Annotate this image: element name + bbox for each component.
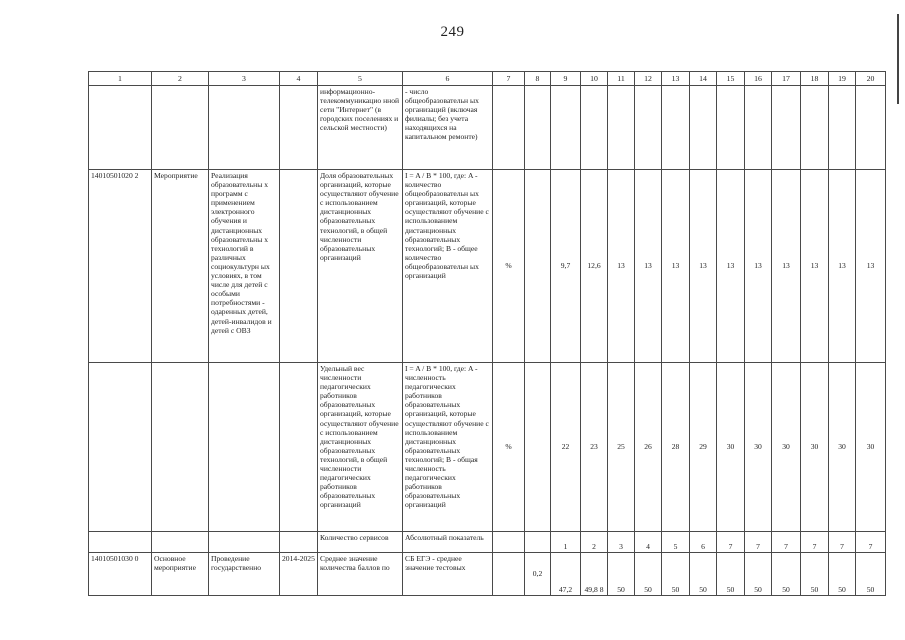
cell-base <box>525 532 551 553</box>
cell-code <box>89 532 152 553</box>
cell-year-value: 1 <box>551 532 581 553</box>
cell-year-value: 30 <box>856 363 886 532</box>
table-row <box>89 553 886 596</box>
table-row <box>89 170 886 363</box>
column-number-8: 8 <box>525 72 551 86</box>
column-number-16: 16 <box>745 72 772 86</box>
cell-unit <box>493 86 525 170</box>
cell-period <box>280 86 318 170</box>
cell-name <box>209 86 280 170</box>
cell-name: Реализация образовательны х программ с применением электронного обучения и дистанционных образовательны х технологий в различных социокультурн ых условиях, в том числе для детей с особыми потребностями - одаренных детей, детей-инвалидов и детей с ОВЗ <box>209 170 280 363</box>
cell-year-value: 50 <box>717 553 745 596</box>
cell-period <box>280 363 318 532</box>
cell-code <box>89 363 152 532</box>
cell-formula: Абсолютный показатель <box>403 532 493 553</box>
column-number-13: 13 <box>662 72 690 86</box>
cell-year-value: 5 <box>662 532 690 553</box>
cell-year-value: 13 <box>635 170 662 363</box>
column-number-11: 11 <box>608 72 635 86</box>
cell-year-value: 2 <box>581 532 608 553</box>
cell-year-value: 50 <box>635 553 662 596</box>
cell-period <box>280 170 318 363</box>
column-number-17: 17 <box>772 72 801 86</box>
cell-year-value: 30 <box>717 363 745 532</box>
column-number-3: 3 <box>209 72 280 86</box>
column-number-5: 5 <box>318 72 403 86</box>
cell-type <box>152 86 209 170</box>
cell-year-value: 13 <box>856 170 886 363</box>
cell-year-value: 30 <box>801 363 829 532</box>
cell-year-value: 7 <box>772 532 801 553</box>
cell-unit <box>493 553 525 596</box>
cell-year-value: 50 <box>690 553 717 596</box>
column-number-14: 14 <box>690 72 717 86</box>
page-number: 249 <box>440 24 465 40</box>
cell-year-value: 7 <box>717 532 745 553</box>
cell-year-value: 30 <box>829 363 856 532</box>
cell-year-value: 13 <box>745 170 772 363</box>
column-number-9: 9 <box>551 72 581 86</box>
cell-year-value: 29 <box>690 363 717 532</box>
cell-base <box>525 363 551 532</box>
cell-base <box>525 170 551 363</box>
cell-type <box>152 532 209 553</box>
cell-year-value: 47,2 <box>551 553 581 596</box>
cell-year-value: 7 <box>801 532 829 553</box>
cell-year-value: 49,8 8 <box>581 553 608 596</box>
table-row <box>89 363 886 532</box>
cell-year-value: 13 <box>829 170 856 363</box>
cell-year-value: 30 <box>772 363 801 532</box>
cell-year-value: 13 <box>772 170 801 363</box>
cell-year-value: 3 <box>608 532 635 553</box>
column-number-10: 10 <box>581 72 608 86</box>
column-number-7: 7 <box>493 72 525 86</box>
cell-base <box>525 86 551 170</box>
cell-unit: % <box>493 363 525 532</box>
column-number-19: 19 <box>829 72 856 86</box>
cell-name <box>209 363 280 532</box>
column-number-2: 2 <box>152 72 209 86</box>
cell-year-value: 9,7 <box>551 170 581 363</box>
program-indicators-table <box>88 71 886 596</box>
cell-year-value: 50 <box>829 553 856 596</box>
cell-year-value: 13 <box>608 170 635 363</box>
cell-year-value: 22 <box>551 363 581 532</box>
table-row <box>89 532 886 553</box>
cell-year-value: 7 <box>745 532 772 553</box>
table-row <box>89 86 886 170</box>
cell-year-value: 6 <box>690 532 717 553</box>
cell-year-value: 50 <box>856 553 886 596</box>
cell-year-value: 13 <box>801 170 829 363</box>
cell-formula: I = A / B * 100, где: A - численность педагогических работников образовательных организаций, которые осуществляют обучение с использованием дистанционных образовательных технологий; B - общая численность педагогических работников образовательных организаций <box>403 363 493 532</box>
cell-indicator: Удельный вес численности педагогических работников образовательных организаций, которые осуществляют обучение с использованием дистанционных образовательных технологий, в общей численности педагогических работников образовательных организаций <box>318 363 403 532</box>
cell-period <box>280 532 318 553</box>
cell-code: 14010501030 0 <box>89 553 152 596</box>
column-number-15: 15 <box>717 72 745 86</box>
cell-indicator: Доля образовательных организаций, которые осуществляют обучение с использованием дистанционных образовательных технологий, в общей численности образовательных организаций <box>318 170 403 363</box>
column-number-4: 4 <box>280 72 318 86</box>
column-number-row <box>89 72 886 86</box>
cell-code <box>89 86 152 170</box>
cell-unit: % <box>493 170 525 363</box>
cell-year-value: 26 <box>635 363 662 532</box>
cell-year-value: 50 <box>801 553 829 596</box>
cell-year-value: 28 <box>662 363 690 532</box>
cell-formula: I = A / B * 100, где: A - количество общеобразовательн ых организаций, которые осуществляют обучение с использованием дистанционных образовательных технологий; B - общее количество общеобразовательн ых организаций <box>403 170 493 363</box>
cell-year-value: 25 <box>608 363 635 532</box>
cell-year-value: 30 <box>745 363 772 532</box>
cell-indicator: Среднее значение количества баллов по <box>318 553 403 596</box>
cell-period: 2014-2025 <box>280 553 318 596</box>
cell-name <box>209 532 280 553</box>
cell-base: 0,2 <box>525 553 551 596</box>
column-number-1: 1 <box>89 72 152 86</box>
cell-year-value: 7 <box>829 532 856 553</box>
cell-year-value: 50 <box>662 553 690 596</box>
cell-type: Мероприятие <box>152 170 209 363</box>
cell-type <box>152 363 209 532</box>
cell-year-value: 4 <box>635 532 662 553</box>
cell-formula: СБ ЕГЭ - среднее значение тестовых <box>403 553 493 596</box>
cell-year-value: 50 <box>608 553 635 596</box>
cell-year-value: 23 <box>581 363 608 532</box>
cell-year-value: 13 <box>662 170 690 363</box>
cell-year-value: 7 <box>856 532 886 553</box>
column-number-20: 20 <box>856 72 886 86</box>
cell-year-value: 50 <box>772 553 801 596</box>
cell-name: Проведение государственно <box>209 553 280 596</box>
cell-year-value: 13 <box>717 170 745 363</box>
cell-formula: - число общеобразовательн ых организаций (включая филиалы; без учета находящихся на капитальном ремонте) <box>403 86 493 170</box>
cell-type: Основное мероприятие <box>152 553 209 596</box>
cell-unit <box>493 532 525 553</box>
cell-year-value: 13 <box>690 170 717 363</box>
column-number-12: 12 <box>635 72 662 86</box>
cell-year-value: 12,6 <box>581 170 608 363</box>
cell-indicator: Количество сервисов <box>318 532 403 553</box>
cell-code: 14010501020 2 <box>89 170 152 363</box>
column-number-6: 6 <box>403 72 493 86</box>
cell-indicator: информационно-телекоммуникацио нной сети "Интернет" (в городских поселениях и сельской местности) <box>318 86 403 170</box>
scan-edge-mark <box>897 14 899 104</box>
cell-year-value: 50 <box>745 553 772 596</box>
column-number-18: 18 <box>801 72 829 86</box>
